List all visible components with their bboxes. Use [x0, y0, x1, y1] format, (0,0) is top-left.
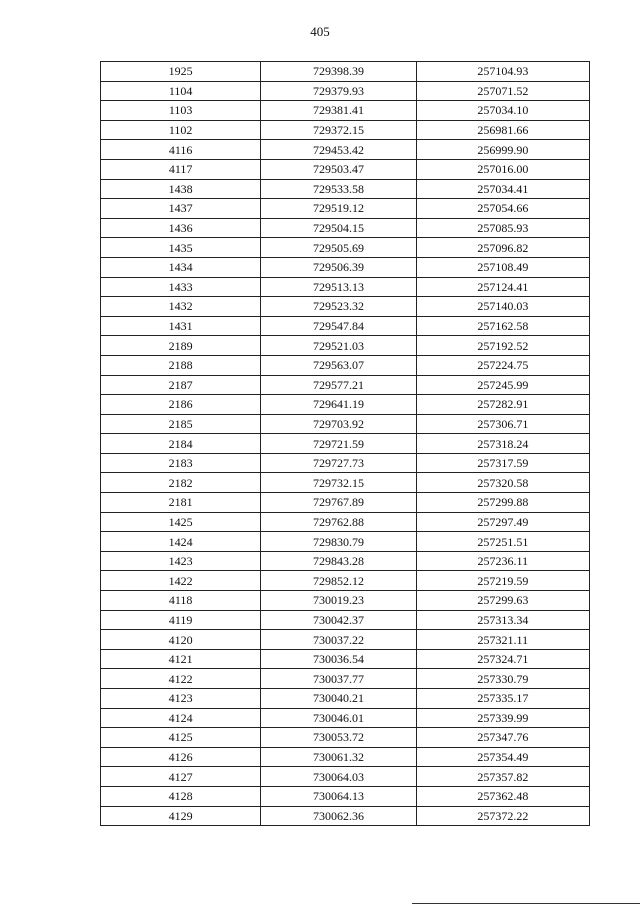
point-number-cell: 2188 — [101, 355, 261, 375]
x-coordinate-cell: 729641.19 — [261, 395, 416, 415]
x-coordinate-cell: 729372.15 — [261, 120, 416, 140]
table-row — [101, 630, 590, 650]
table-row — [101, 355, 590, 375]
x-coordinate-cell: 729703.92 — [261, 414, 416, 434]
x-coordinate-cell: 729519.12 — [261, 199, 416, 219]
point-number-cell: 1438 — [101, 179, 261, 199]
y-coordinate-cell: 257317.59 — [416, 453, 589, 473]
y-coordinate-cell: 257320.58 — [416, 473, 589, 493]
y-coordinate-cell: 257339.99 — [416, 708, 589, 728]
table-row — [101, 689, 590, 709]
x-coordinate-cell: 730062.36 — [261, 806, 416, 826]
point-number-cell: 1925 — [101, 62, 261, 82]
y-coordinate-cell: 257335.17 — [416, 689, 589, 709]
y-coordinate-cell: 257124.41 — [416, 277, 589, 297]
table-row — [101, 649, 590, 669]
x-coordinate-cell: 730037.22 — [261, 630, 416, 650]
y-coordinate-cell: 257162.58 — [416, 316, 589, 336]
point-number-cell: 4120 — [101, 630, 261, 650]
table-body — [101, 62, 590, 826]
y-coordinate-cell: 257318.24 — [416, 434, 589, 454]
y-coordinate-cell: 257297.49 — [416, 512, 589, 532]
point-number-cell: 2185 — [101, 414, 261, 434]
y-coordinate-cell: 257362.48 — [416, 786, 589, 806]
y-coordinate-cell: 257085.93 — [416, 218, 589, 238]
x-coordinate-cell: 729398.39 — [261, 62, 416, 82]
point-number-cell: 2186 — [101, 395, 261, 415]
table-row — [101, 140, 590, 160]
table-row — [101, 453, 590, 473]
table-row — [101, 238, 590, 258]
table-row — [101, 316, 590, 336]
x-coordinate-cell: 730036.54 — [261, 649, 416, 669]
table-row — [101, 728, 590, 748]
y-coordinate-cell: 257372.22 — [416, 806, 589, 826]
x-coordinate-cell: 730037.77 — [261, 669, 416, 689]
y-coordinate-cell: 257236.11 — [416, 551, 589, 571]
point-number-cell: 4126 — [101, 747, 261, 767]
point-number-cell: 1434 — [101, 257, 261, 277]
table-row — [101, 257, 590, 277]
point-number-cell: 1425 — [101, 512, 261, 532]
point-number-cell: 1422 — [101, 571, 261, 591]
y-coordinate-cell: 257245.99 — [416, 375, 589, 395]
x-coordinate-cell: 730064.13 — [261, 786, 416, 806]
x-coordinate-cell: 729830.79 — [261, 532, 416, 552]
table-row — [101, 493, 590, 513]
table-row — [101, 375, 590, 395]
point-number-cell: 1423 — [101, 551, 261, 571]
y-coordinate-cell: 257071.52 — [416, 81, 589, 101]
table-row — [101, 767, 590, 787]
table-row — [101, 120, 590, 140]
x-coordinate-cell: 729505.69 — [261, 238, 416, 258]
point-number-cell: 4129 — [101, 806, 261, 826]
point-number-cell: 1435 — [101, 238, 261, 258]
y-coordinate-cell: 257034.10 — [416, 101, 589, 121]
table-row — [101, 591, 590, 611]
point-number-cell: 1437 — [101, 199, 261, 219]
point-number-cell: 4124 — [101, 708, 261, 728]
y-coordinate-cell: 257140.03 — [416, 297, 589, 317]
y-coordinate-cell: 257034.41 — [416, 179, 589, 199]
y-coordinate-cell: 257321.11 — [416, 630, 589, 650]
y-coordinate-cell: 257016.00 — [416, 159, 589, 179]
x-coordinate-cell: 729513.13 — [261, 277, 416, 297]
table-row — [101, 218, 590, 238]
x-coordinate-cell: 729506.39 — [261, 257, 416, 277]
y-coordinate-cell: 257251.51 — [416, 532, 589, 552]
table-row — [101, 297, 590, 317]
point-number-cell: 4119 — [101, 610, 261, 630]
point-number-cell: 4117 — [101, 159, 261, 179]
y-coordinate-cell: 257219.59 — [416, 571, 589, 591]
x-coordinate-cell: 729504.15 — [261, 218, 416, 238]
point-number-cell: 1424 — [101, 532, 261, 552]
table-row — [101, 159, 590, 179]
table-row — [101, 610, 590, 630]
point-number-cell: 2182 — [101, 473, 261, 493]
y-coordinate-cell: 257108.49 — [416, 257, 589, 277]
y-coordinate-cell: 257192.52 — [416, 336, 589, 356]
table-row — [101, 571, 590, 591]
point-number-cell: 4125 — [101, 728, 261, 748]
x-coordinate-cell: 729533.58 — [261, 179, 416, 199]
x-coordinate-cell: 729381.41 — [261, 101, 416, 121]
point-number-cell: 4116 — [101, 140, 261, 160]
point-number-cell: 2183 — [101, 453, 261, 473]
point-number-cell: 1433 — [101, 277, 261, 297]
table-row — [101, 512, 590, 532]
x-coordinate-cell: 729721.59 — [261, 434, 416, 454]
x-coordinate-cell: 729577.21 — [261, 375, 416, 395]
table-row — [101, 414, 590, 434]
x-coordinate-cell: 729521.03 — [261, 336, 416, 356]
x-coordinate-cell: 730019.23 — [261, 591, 416, 611]
y-coordinate-cell: 257354.49 — [416, 747, 589, 767]
table-row — [101, 708, 590, 728]
y-coordinate-cell: 257282.91 — [416, 395, 589, 415]
x-coordinate-cell: 730053.72 — [261, 728, 416, 748]
x-coordinate-cell: 729843.28 — [261, 551, 416, 571]
y-coordinate-cell: 257299.63 — [416, 591, 589, 611]
x-coordinate-cell: 729563.07 — [261, 355, 416, 375]
table-row — [101, 277, 590, 297]
point-number-cell: 1432 — [101, 297, 261, 317]
y-coordinate-cell: 257330.79 — [416, 669, 589, 689]
table-row — [101, 101, 590, 121]
table-row — [101, 62, 590, 82]
y-coordinate-cell: 257104.93 — [416, 62, 589, 82]
point-number-cell: 2189 — [101, 336, 261, 356]
point-number-cell: 2184 — [101, 434, 261, 454]
point-number-cell: 1104 — [101, 81, 261, 101]
footer-rule — [412, 903, 640, 904]
table-row — [101, 336, 590, 356]
y-coordinate-cell: 256981.66 — [416, 120, 589, 140]
y-coordinate-cell: 257224.75 — [416, 355, 589, 375]
x-coordinate-cell: 730061.32 — [261, 747, 416, 767]
table-row — [101, 551, 590, 571]
x-coordinate-cell: 730040.21 — [261, 689, 416, 709]
table-row — [101, 532, 590, 552]
x-coordinate-cell: 729523.32 — [261, 297, 416, 317]
table-row — [101, 806, 590, 826]
x-coordinate-cell: 729767.89 — [261, 493, 416, 513]
table-row — [101, 81, 590, 101]
point-number-cell: 4128 — [101, 786, 261, 806]
point-number-cell: 1436 — [101, 218, 261, 238]
point-number-cell: 4127 — [101, 767, 261, 787]
point-number-cell: 2181 — [101, 493, 261, 513]
x-coordinate-cell: 729762.88 — [261, 512, 416, 532]
y-coordinate-cell: 256999.90 — [416, 140, 589, 160]
point-number-cell: 4118 — [101, 591, 261, 611]
point-number-cell: 1102 — [101, 120, 261, 140]
y-coordinate-cell: 257324.71 — [416, 649, 589, 669]
x-coordinate-cell: 730046.01 — [261, 708, 416, 728]
point-number-cell: 4121 — [101, 649, 261, 669]
x-coordinate-cell: 729547.84 — [261, 316, 416, 336]
table-row — [101, 395, 590, 415]
x-coordinate-cell: 730042.37 — [261, 610, 416, 630]
table-row — [101, 434, 590, 454]
y-coordinate-cell: 257306.71 — [416, 414, 589, 434]
point-number-cell: 1103 — [101, 101, 261, 121]
page-number: 405 — [310, 24, 330, 39]
point-number-cell: 2187 — [101, 375, 261, 395]
point-number-cell: 4123 — [101, 689, 261, 709]
table-row — [101, 179, 590, 199]
y-coordinate-cell: 257347.76 — [416, 728, 589, 748]
x-coordinate-cell: 729732.15 — [261, 473, 416, 493]
x-coordinate-cell: 729379.93 — [261, 81, 416, 101]
point-number-cell: 4122 — [101, 669, 261, 689]
y-coordinate-cell: 257096.82 — [416, 238, 589, 258]
x-coordinate-cell: 729503.47 — [261, 159, 416, 179]
point-number-cell: 1431 — [101, 316, 261, 336]
x-coordinate-cell: 729852.12 — [261, 571, 416, 591]
table-row — [101, 747, 590, 767]
table-row — [101, 199, 590, 219]
y-coordinate-cell: 257357.82 — [416, 767, 589, 787]
table-row — [101, 669, 590, 689]
x-coordinate-cell: 729453.42 — [261, 140, 416, 160]
y-coordinate-cell: 257054.66 — [416, 199, 589, 219]
x-coordinate-cell: 729727.73 — [261, 453, 416, 473]
x-coordinate-cell: 730064.03 — [261, 767, 416, 787]
y-coordinate-cell: 257299.88 — [416, 493, 589, 513]
table-row — [101, 473, 590, 493]
table-row — [101, 786, 590, 806]
coordinates-table — [100, 61, 590, 826]
y-coordinate-cell: 257313.34 — [416, 610, 589, 630]
